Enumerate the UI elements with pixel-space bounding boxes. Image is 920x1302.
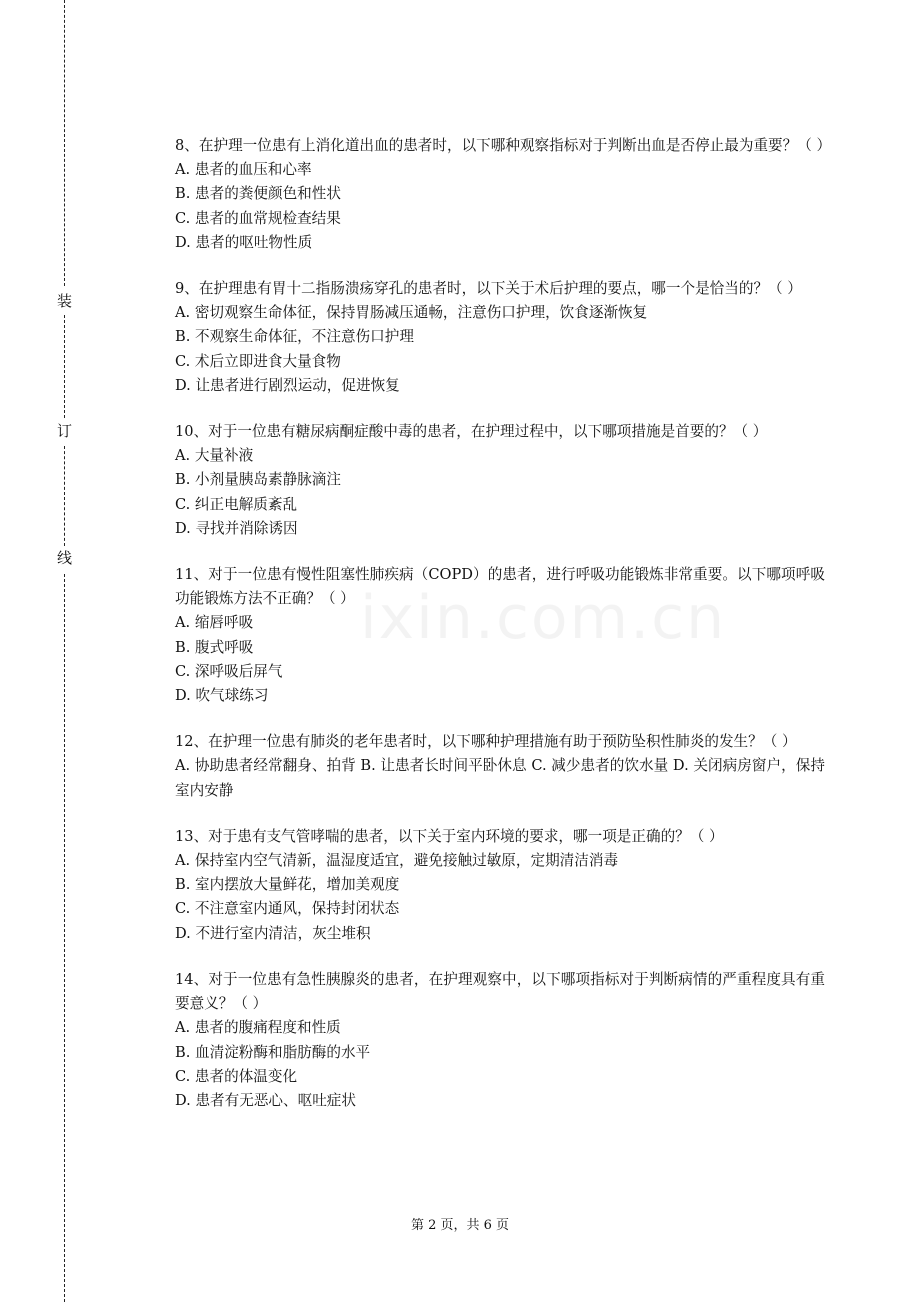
option-b: B. 小剂量胰岛素静脉滴注 bbox=[175, 471, 341, 489]
option-d: D. 让患者进行剧烈运动，促进恢复 bbox=[175, 376, 400, 394]
option-a: A. 密切观察生命体征，保持胃肠减压通畅，注意伤口护理，饮食逐渐恢复 bbox=[175, 304, 648, 322]
question-stem: 8、在护理一位患有上消化道出血的患者时，以下哪种观察指标对于判断出血是否停止最为重要？（ ） bbox=[175, 137, 832, 154]
option-a: A. 患者的血压和心率 bbox=[175, 161, 312, 179]
options-inline: A. 协助患者经常翻身、拍背 B. 让患者长时间平卧休息 C. 减少患者的饮水量 D. 关闭病房窗户，保持室内安静 bbox=[175, 757, 825, 799]
option-a: A. 缩唇呼吸 bbox=[175, 614, 254, 632]
binding-line-middle-1 bbox=[64, 315, 65, 418]
question-stem: 11、对于一位患有慢性阻塞性肺疾病（COPD）的患者，进行呼吸功能锻炼非常重要。以下哪项呼吸功能锻炼方法不正确？（ ） bbox=[175, 566, 825, 608]
question-stem: 13、对于患有支气管哮喘的患者，以下关于室内环境的要求，哪一项是正确的？（ ） bbox=[175, 827, 724, 845]
question-8 bbox=[175, 134, 832, 255]
question-list bbox=[175, 134, 832, 1135]
option-b: B. 腹式呼吸 bbox=[175, 638, 254, 656]
option-d: D. 不进行室内清洁，灰尘堆积 bbox=[175, 924, 371, 942]
binding-line-top bbox=[64, 0, 65, 286]
option-a: A. 保持室内空气清新，温湿度适宜，避免接触过敏原，定期清洁消毒 bbox=[175, 852, 619, 870]
option-b: B. 室内摆放大量鲜花，增加美观度 bbox=[175, 876, 400, 894]
binding-char-xian: 线 bbox=[57, 549, 73, 567]
binding-char-ding: 订 bbox=[57, 422, 73, 440]
option-b: B. 不观察生命体征，不注意伤口护理 bbox=[175, 328, 414, 346]
option-c: C. 患者的体温变化 bbox=[175, 1067, 298, 1085]
binding-line-bottom bbox=[64, 574, 65, 1302]
page-footer: 第 2 页，共 6 页 bbox=[410, 1218, 510, 1233]
option-d: D. 吹气球练习 bbox=[175, 687, 269, 705]
question-12 bbox=[175, 730, 825, 803]
question-stem: 14、对于一位患有急性胰腺炎的患者，在护理观察中，以下哪项指标对于判断病情的严重程度具有重要意义？（ ） bbox=[175, 970, 825, 1013]
question-stem: 10、对于一位患有糖尿病酮症酸中毒的患者，在护理过程中，以下哪项措施是首要的？（ ） bbox=[175, 423, 768, 441]
option-d: D. 寻找并消除诱因 bbox=[175, 519, 298, 537]
binding-line-middle-2 bbox=[64, 446, 65, 546]
option-c: C. 深呼吸后屏气 bbox=[175, 662, 283, 680]
binding-char-zhuang: 装 bbox=[57, 292, 73, 310]
question-stem: 9、在护理患有胃十二指肠溃疡穿孔的患者时，以下关于术后护理的要点，哪一个是恰当的？（ ） bbox=[175, 280, 802, 298]
option-c: C. 术后立即进食大量食物 bbox=[175, 352, 341, 370]
question-13 bbox=[175, 825, 825, 946]
option-d: D. 患者有无恶心、呕吐症状 bbox=[175, 1091, 356, 1109]
option-c: C. 患者的血常规检查结果 bbox=[175, 209, 341, 227]
question-9 bbox=[175, 277, 825, 398]
option-c: C. 纠正电解质紊乱 bbox=[175, 495, 298, 513]
option-b: B. 患者的粪便颜色和性状 bbox=[175, 185, 341, 203]
option-b: B. 血清淀粉酶和脂肪酶的水平 bbox=[175, 1043, 371, 1061]
question-11 bbox=[175, 563, 825, 708]
option-c: C. 不注意室内通风，保持封闭状态 bbox=[175, 900, 400, 918]
question-stem: 12、在护理一位患有肺炎的老年患者时，以下哪种护理措施有助于预防坠积性肺炎的发生？（ ） bbox=[175, 733, 797, 751]
option-d: D. 患者的呕吐物性质 bbox=[175, 233, 313, 251]
option-a: A. 大量补液 bbox=[175, 447, 254, 465]
question-14 bbox=[175, 968, 825, 1113]
option-a: A. 患者的腹痛程度和性质 bbox=[175, 1019, 341, 1037]
question-10 bbox=[175, 420, 825, 541]
